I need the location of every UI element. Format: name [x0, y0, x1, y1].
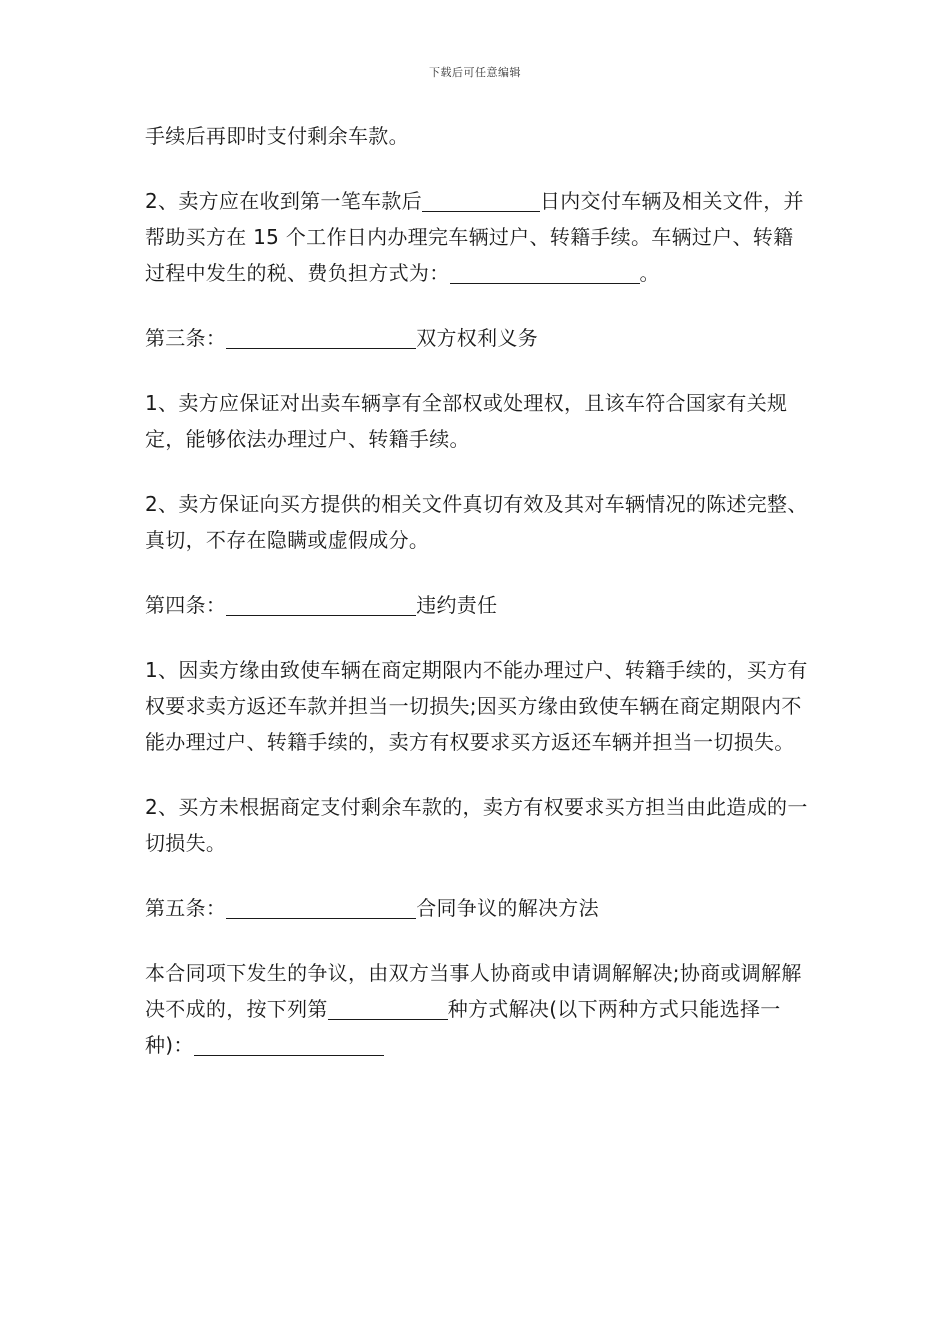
paragraph-10 [145, 955, 810, 1063]
page-header: 下载后可任意编辑 [429, 66, 521, 79]
article-5-label: 第五条： [145, 896, 227, 920]
article-4-heading [145, 587, 810, 623]
article-3-title: 双方权利义务 [416, 326, 539, 350]
article-5-blank[interactable] [226, 896, 416, 919]
paragraph-4: 1、卖方应保证对出卖车辆享有全部权或处理权，且该车符合国家有关规定，能够依法办理过户、转籍手续。 [145, 391, 788, 451]
article-5-heading [145, 890, 810, 926]
paragraph-2-text-a: 2、卖方应在收到第一笔车款后 [145, 189, 422, 213]
paragraph-10-text-b: 种方式解决(以下两种方式只能选择一种)： [145, 997, 781, 1057]
article-4-blank[interactable] [226, 593, 416, 616]
paragraph-2-text-c: 。 [639, 261, 660, 285]
document-body [145, 118, 810, 1092]
article-3-blank[interactable] [226, 326, 416, 349]
paragraph-8: 2、买方未根据商定支付剩余车款的，卖方有权要求买方担当由此造成的一切损失。 [145, 795, 808, 855]
paragraph-10-text-a: 本合同项下发生的争议，由双方当事人协商或申请调解解决;协商或调解解决不成的，按下列第 [145, 961, 802, 1021]
article-5-title: 合同争议的解决方法 [416, 896, 599, 920]
article-3-heading [145, 320, 810, 356]
article-4-title: 违约责任 [416, 593, 498, 617]
paragraph-2-text-b: 日内交付车辆及相关文件，并帮助买方在 15 个工作日内办理完车辆过户、转籍手续。车辆过户、转籍过程中发生的税、费负担方式为： [145, 189, 804, 285]
paragraph-5: 2、卖方保证向买方提供的相关文件真切有效及其对车辆情况的陈述完整、真切，不存在隐瞒或虚假成分。 [145, 492, 808, 552]
paragraph-2 [145, 183, 810, 291]
article-4-label: 第四条： [145, 593, 227, 617]
tax-fee-method-blank[interactable] [450, 261, 640, 284]
article-3-label: 第三条： [145, 326, 227, 350]
dispute-option-blank[interactable] [328, 997, 448, 1020]
paragraph-1: 手续后再即时支付剩余车款。 [145, 124, 409, 148]
paragraph-7: 1、因卖方缘由致使车辆在商定期限内不能办理过户、转籍手续的，买方有权要求卖方返还车款并担当一切损失;因买方缘由致使车辆在商定期限内不能办理过户、转籍手续的，卖方有权要求买方返还车辆并担当一切损失。 [145, 658, 808, 754]
delivery-days-blank[interactable] [422, 189, 540, 212]
dispute-method-blank[interactable] [194, 1033, 384, 1056]
